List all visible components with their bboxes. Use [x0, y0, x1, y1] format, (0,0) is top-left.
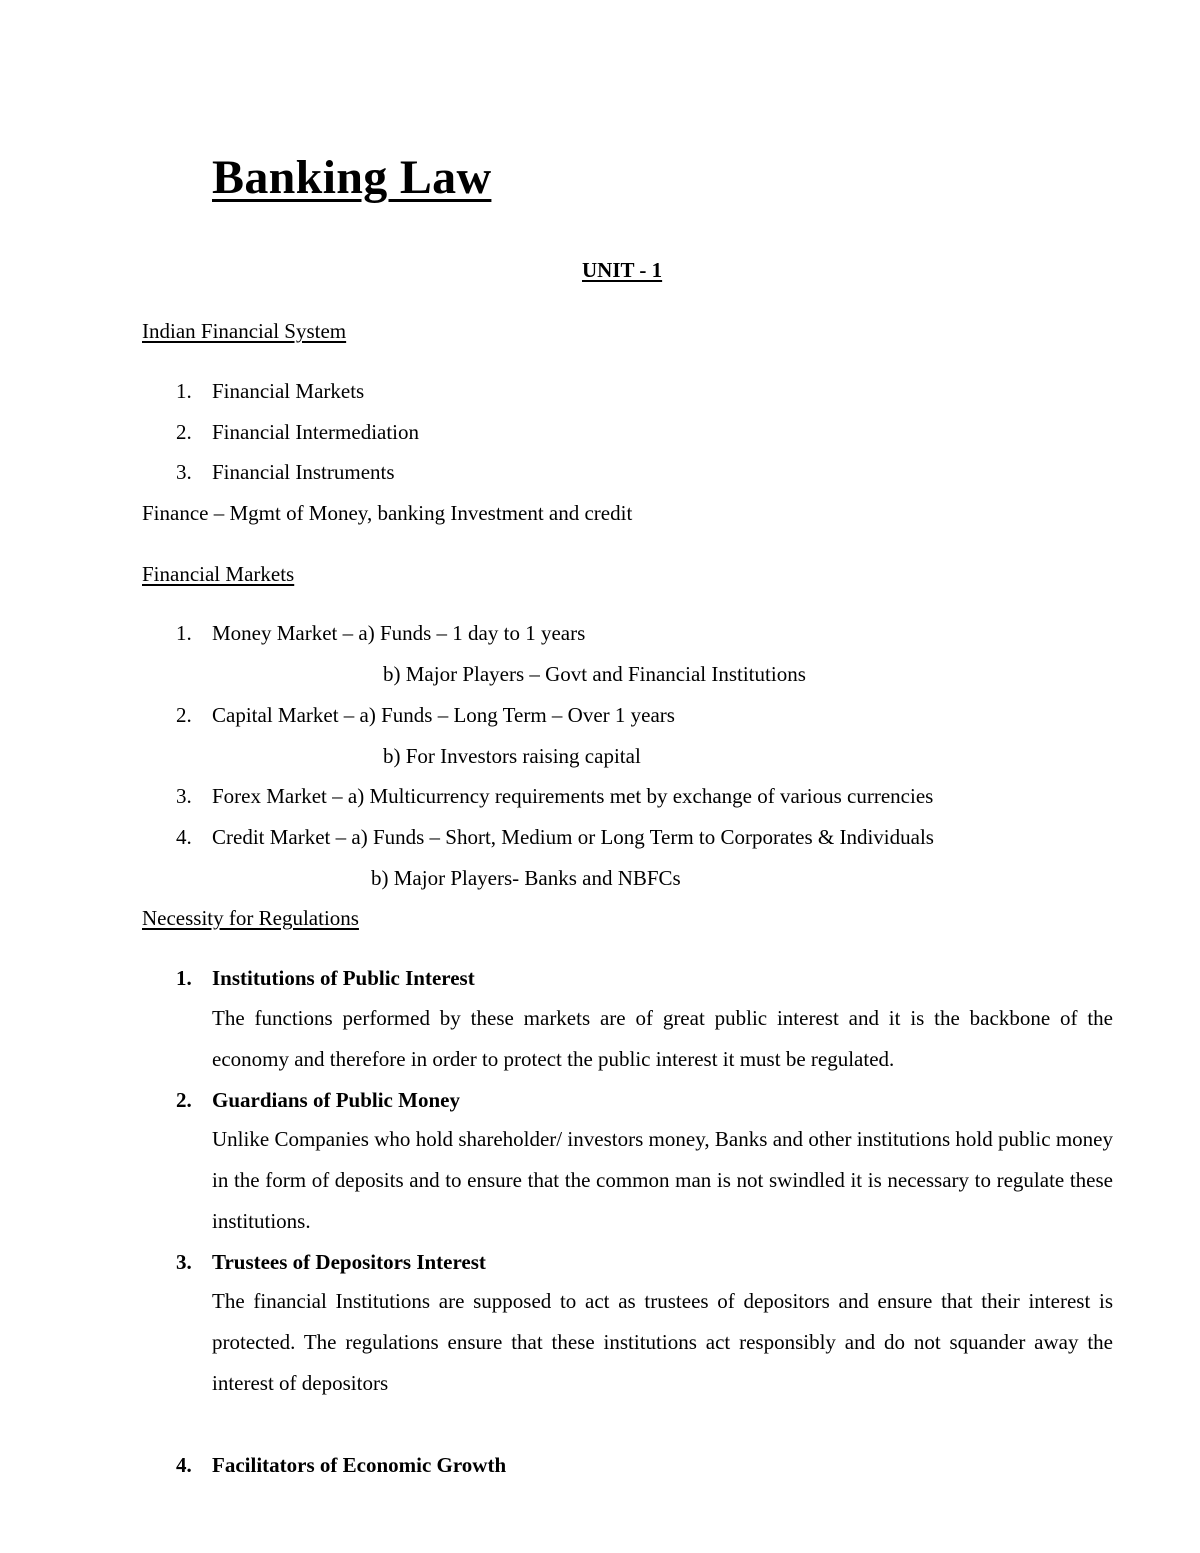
list-number: 2.	[176, 420, 192, 444]
list-number: 2.	[176, 1088, 192, 1112]
section-heading-necessity-for-regulations: Necessity for Regulations	[142, 906, 359, 930]
section-heading-indian-financial-system: Indian Financial System	[142, 319, 347, 343]
finance-definition: Finance – Mgmt of Money, banking Investment and credit	[142, 501, 633, 525]
list-number: 1.	[176, 621, 192, 645]
subsection-body: The functions performed by these markets are of great public interest and it is the backbone of the economy and therefore in order to protect the public interest it must be regulated.	[212, 1006, 1113, 1071]
section-heading-financial-markets: Financial Markets	[142, 562, 295, 586]
unit-heading: UNIT - 1	[582, 258, 663, 282]
list-item: Financial Intermediation	[212, 420, 420, 444]
list-item: Forex Market – a) Multicurrency requirements met by exchange of various currencies	[212, 784, 934, 808]
list-number: 1.	[176, 379, 192, 403]
list-item: Credit Market – a) Funds – Short, Medium or Long Term to Corporates & Individuals	[212, 825, 934, 849]
list-item: Financial Markets	[212, 379, 365, 403]
list-number: 1.	[176, 966, 192, 990]
list-number: 3.	[176, 1250, 192, 1274]
list-subitem: b) Major Players- Banks and NBFCs	[371, 866, 681, 890]
list-item: Financial Instruments	[212, 460, 395, 484]
list-number: 4.	[176, 825, 192, 849]
subsection-title: Guardians of Public Money	[212, 1088, 460, 1112]
list-number: 4.	[176, 1453, 192, 1477]
subsection-title: Institutions of Public Interest	[212, 966, 475, 990]
subsection-title: Facilitators of Economic Growth	[212, 1453, 507, 1477]
list-subitem: b) For Investors raising capital	[383, 744, 641, 768]
list-number: 3.	[176, 784, 192, 808]
subsection-body: The financial Institutions are supposed to act as trustees of depositors and ensure that their interest is protected. The regulations ensure that these institutions act responsibly and do not squander away the interest of depositors	[212, 1289, 1113, 1395]
list-item: Money Market – a) Funds – 1 day to 1 years	[212, 621, 586, 645]
subsection-body: Unlike Companies who hold shareholder/ investors money, Banks and other institutions hold public money in the form of deposits and to ensure that the common man is not swindled it is necessary to regulate these institutions.	[212, 1127, 1113, 1233]
list-number: 3.	[176, 460, 192, 484]
list-number: 2.	[176, 703, 192, 727]
list-subitem: b) Major Players – Govt and Financial Institutions	[383, 662, 806, 686]
document-title: Banking Law	[212, 151, 492, 204]
subsection-title: Trustees of Depositors Interest	[212, 1250, 486, 1274]
list-item: Capital Market – a) Funds – Long Term – Over 1 years	[212, 703, 675, 727]
